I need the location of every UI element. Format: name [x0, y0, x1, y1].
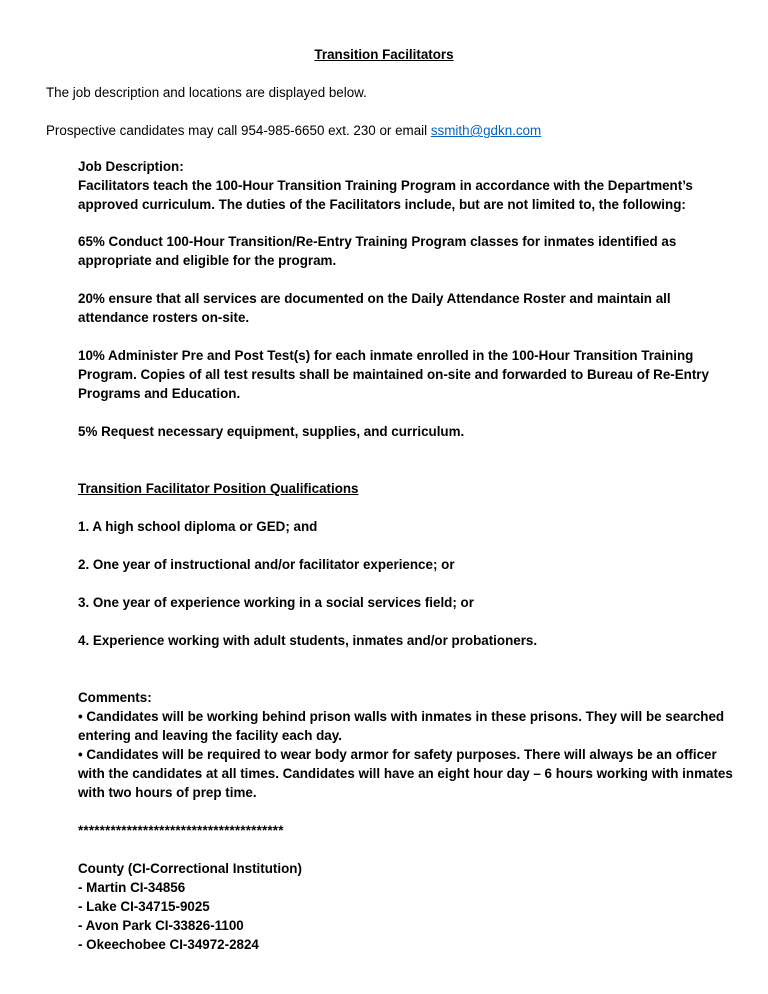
- location-item: - Martin CI-34856: [78, 880, 186, 895]
- qualification-item: 3. One year of experience working in a social services field; or: [78, 595, 474, 610]
- qualification-item: 4. Experience working with adult students, inmates and/or probationers.: [78, 633, 538, 648]
- contact-line: [46, 121, 736, 140]
- duty-item: 20% ensure that all services are documented on the Daily Attendance Roster and maintain all attendance rosters on-site.: [78, 291, 671, 325]
- locations-section: [78, 859, 738, 954]
- comments-section: [78, 688, 738, 802]
- qualification-item: 1. A high school diploma or GED; and: [78, 519, 318, 534]
- job-description-summary: Facilitators teach the 100-Hour Transition Training Program in accordance with the Department’s approved curriculum. The duties of the Facilitators include, but are not limited to, the following:: [78, 178, 693, 212]
- job-description-section: [78, 157, 738, 214]
- qualification-item: 2. One year of instructional and/or facilitator experience; or: [78, 557, 455, 572]
- locations-heading: County (CI-Correctional Institution): [78, 861, 302, 876]
- separator-line: **************************************: [78, 823, 284, 838]
- job-description-heading: Job Description:: [78, 159, 184, 174]
- intro-line: The job description and locations are displayed below.: [46, 85, 367, 100]
- location-item: - Lake CI-34715-9025: [78, 899, 210, 914]
- comment-item: • Candidates will be required to wear body armor for safety purposes. There will always be an officer with the candidates at all times. Candidates will have an eight hour day – 6 hours working with inmates with two hours of prep time.: [78, 747, 733, 800]
- comments-heading: Comments:: [78, 690, 152, 705]
- duty-item: 5% Request necessary equipment, supplies, and curriculum.: [78, 424, 465, 439]
- contact-text: Prospective candidates may call 954-985-6650 ext. 230 or email: [46, 123, 431, 138]
- comment-item: • Candidates will be working behind prison walls with inmates in these prisons. They will be searched entering and leaving the facility each day.: [78, 709, 725, 743]
- duty-item: 10% Administer Pre and Post Test(s) for each inmate enrolled in the 100-Hour Transition Training Program. Copies of all test results shall be maintained on-site and forwarded to Bureau of Re-Entry Programs and Education.: [78, 348, 709, 401]
- duty-item: 65% Conduct 100-Hour Transition/Re-Entry Training Program classes for inmates identified as appropriate and eligible for the program.: [78, 234, 677, 268]
- qualifications-heading: Transition Facilitator Position Qualifications: [78, 481, 359, 496]
- location-item: - Avon Park CI-33826-1100: [78, 918, 244, 933]
- document-title: Transition Facilitators: [314, 47, 454, 62]
- contact-email-link[interactable]: ssmith@gdkn.com: [430, 123, 542, 138]
- location-item: - Okeechobee CI-34972-2824: [78, 937, 259, 952]
